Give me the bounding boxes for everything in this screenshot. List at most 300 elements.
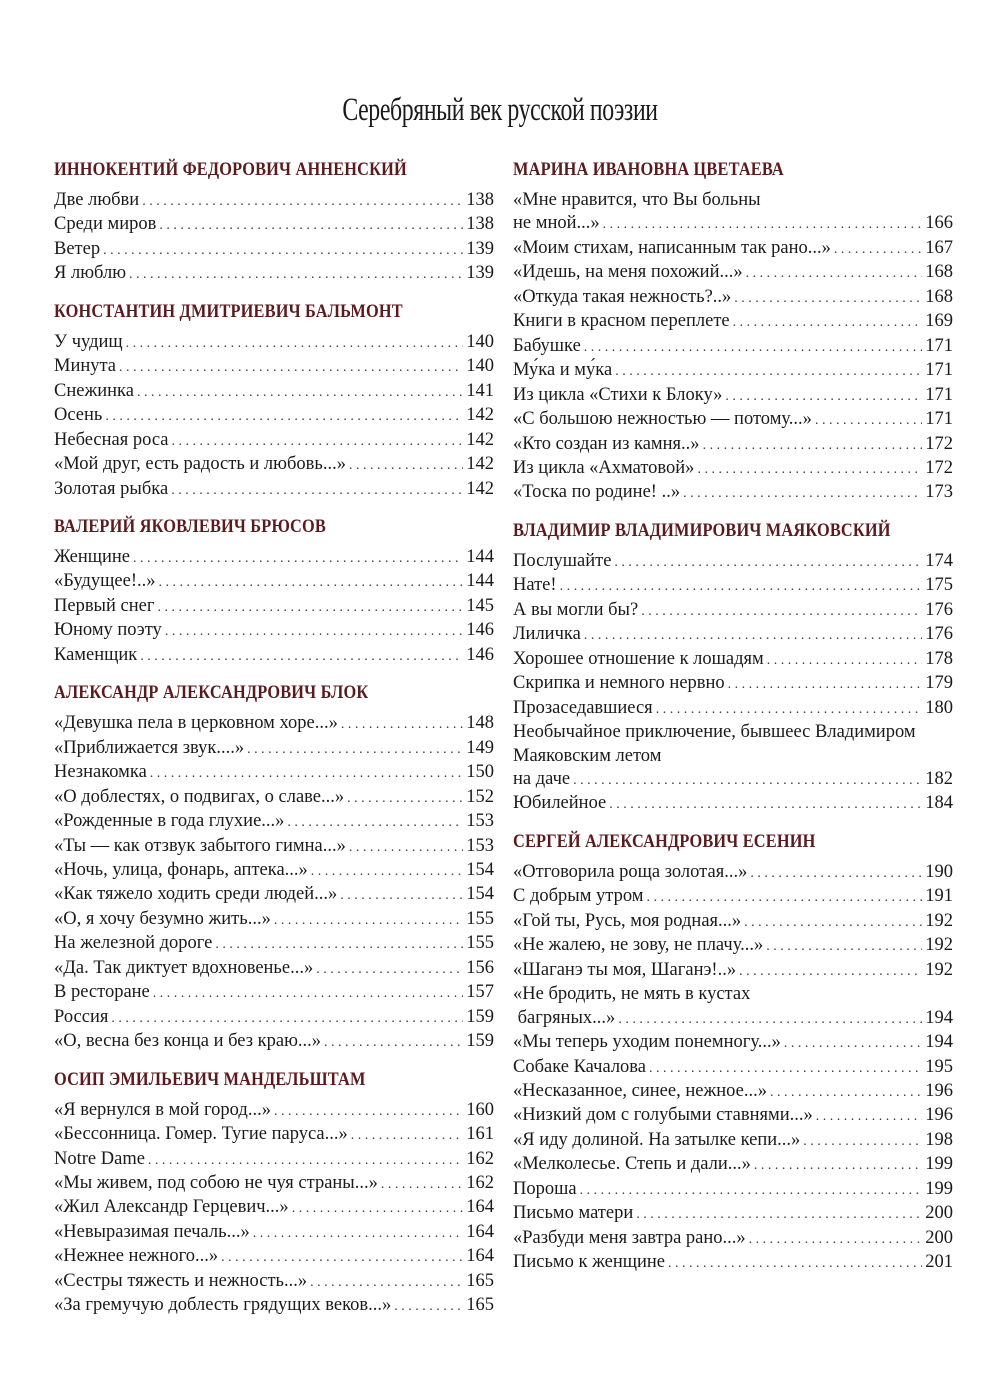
- dot-leader: [165, 620, 463, 643]
- toc-entry-page: 164: [466, 1197, 494, 1218]
- toc-entry[interactable]: [513, 1202, 953, 1226]
- toc-entry[interactable]: [513, 457, 953, 481]
- dot-leader: [615, 360, 922, 383]
- toc-entry-page: 201: [925, 1252, 953, 1273]
- dot-leader: [253, 1222, 464, 1245]
- toc-entry[interactable]: [54, 932, 494, 956]
- toc-entry-page: 194: [925, 1032, 953, 1053]
- toc-entry-title: «Тоска по родине! ..»: [513, 482, 681, 503]
- toc-entry-title: А вы могли бы?: [513, 599, 639, 620]
- toc-entry-page: 157: [466, 982, 494, 1003]
- author-heading: ИННОКЕНТИЙ ФЕДОРОВИЧ АННЕНСКИЙ: [54, 159, 407, 180]
- toc-entry[interactable]: [513, 1104, 953, 1128]
- toc-entry-title-line: «Мне нравится, что Вы больны: [513, 190, 761, 210]
- toc-entry-page: 192: [925, 935, 953, 956]
- dot-leader: [137, 381, 463, 404]
- toc-entry-title: Книги в красном переплете: [513, 311, 730, 332]
- toc-entry[interactable]: [54, 1196, 494, 1220]
- toc-entry-title: «Рожденные в года глухие...»: [54, 811, 285, 832]
- toc-entry-title: «Мы живем, под собою не чуя страны...»: [54, 1172, 378, 1193]
- author-section: [513, 830, 953, 1276]
- toc-entry[interactable]: [513, 359, 953, 383]
- toc-entry[interactable]: [513, 433, 953, 457]
- dot-leader: [770, 1081, 922, 1104]
- toc-entry-page: 145: [466, 595, 494, 616]
- toc-entry[interactable]: [513, 384, 953, 408]
- toc-entry[interactable]: [54, 1123, 494, 1147]
- toc-entry[interactable]: [54, 546, 494, 570]
- toc-entry-page: 164: [466, 1221, 494, 1242]
- toc-entry-title: «Да. Так диктует вдохновенье...»: [54, 957, 314, 978]
- toc-entry[interactable]: [54, 908, 494, 932]
- dot-leader: [119, 356, 463, 379]
- toc-entry-title: «Девушка пела в церковном хоре...»: [54, 713, 338, 734]
- toc-entry-title: С добрым утром: [513, 886, 644, 907]
- toc-entry[interactable]: [513, 983, 953, 1031]
- toc-entry-title: «Нежнее нежного...»: [54, 1246, 219, 1267]
- toc-entry-page: 182: [925, 768, 953, 789]
- toc-entry[interactable]: [513, 934, 953, 958]
- toc-entry-title: «Мой друг, есть радость и любовь...»: [54, 454, 346, 475]
- toc-entry[interactable]: [513, 599, 953, 623]
- toc-entry-title: Ветер: [54, 238, 101, 259]
- toc-entry[interactable]: [513, 1227, 953, 1251]
- toc-entry-title: «Идешь, на меня похожий...»: [513, 262, 743, 283]
- dot-leader: [340, 884, 463, 907]
- toc-entry-title: Женщине: [54, 546, 131, 567]
- toc-entry[interactable]: [54, 189, 494, 213]
- dot-leader: [683, 482, 922, 505]
- toc-entry-page: 146: [466, 620, 494, 641]
- toc-entry[interactable]: [513, 959, 953, 983]
- dot-leader: [316, 958, 463, 981]
- dot-leader: [311, 860, 463, 883]
- dot-leader: [287, 811, 463, 834]
- toc-entry[interactable]: [513, 721, 953, 792]
- toc-entry[interactable]: [54, 355, 494, 379]
- toc-entry-title: «О доблестях, о подвигах, о славе...»: [54, 786, 345, 807]
- dot-leader: [649, 1057, 922, 1080]
- toc-entry-page: 155: [466, 933, 494, 954]
- dot-leader: [584, 336, 922, 359]
- toc-entry-title: На железной дороге: [54, 933, 213, 954]
- toc-entry-page: 173: [925, 482, 953, 503]
- toc-entry[interactable]: [54, 262, 494, 286]
- toc-entry-title: «Я иду долиной. На затылке кепи...»: [513, 1129, 801, 1150]
- toc-entry[interactable]: [513, 1153, 953, 1177]
- toc-entry[interactable]: [513, 1129, 953, 1153]
- toc-entry-title: Незнакомка: [54, 762, 147, 783]
- toc-entry-page: 168: [925, 262, 953, 283]
- dot-leader: [834, 238, 922, 261]
- toc-entry[interactable]: [54, 1172, 494, 1196]
- page-title: Серебряный век русской поэзии: [342, 92, 658, 128]
- toc-entry[interactable]: [513, 1056, 953, 1080]
- toc-entry-title: Лиличка: [513, 624, 581, 645]
- toc-entry-page: 152: [466, 786, 494, 807]
- toc-entry-title: Две любви: [54, 190, 140, 210]
- dot-leader: [703, 434, 923, 457]
- toc-entry[interactable]: [54, 1006, 494, 1030]
- dot-leader: [656, 698, 923, 721]
- toc-entry-title: Нате!: [513, 575, 557, 596]
- toc-entry-title: «Моим стихам, написанным так рано...»: [513, 237, 831, 258]
- toc-entry-title: «Мелколесье. Степь и дали...»: [513, 1154, 751, 1175]
- dot-leader: [749, 1228, 923, 1251]
- toc-entry[interactable]: [54, 1099, 494, 1123]
- toc-entry-page: 161: [466, 1124, 494, 1145]
- dot-leader: [618, 1008, 922, 1031]
- dot-leader: [351, 1124, 463, 1147]
- toc-entry-title-line: Необычайное приключение, бывшее: [513, 722, 803, 743]
- dot-leader: [215, 933, 463, 956]
- dot-leader: [133, 547, 463, 570]
- toc-entry-title: «Шаганэ ты моя, Шаганэ!..»: [513, 959, 737, 980]
- dot-leader: [341, 713, 463, 736]
- author-heading: КОНСТАНТИН ДМИТРИЕВИЧ БАЛЬМОНТ: [54, 300, 403, 322]
- toc-entry-page: 153: [466, 811, 494, 832]
- toc-entry[interactable]: [513, 910, 953, 934]
- toc-entry[interactable]: [54, 810, 494, 834]
- dot-leader: [744, 911, 922, 934]
- toc-entry-page: 146: [466, 644, 494, 665]
- toc-entry-page: 138: [466, 190, 494, 210]
- toc-entry-title: «Ночь, улица, фонарь, аптека...»: [54, 859, 308, 880]
- toc-entry-page: 140: [466, 356, 494, 377]
- toc-entry[interactable]: [513, 408, 953, 432]
- dot-leader: [324, 1031, 463, 1054]
- toc-entry-title: Из цикла «Ахматовой»: [513, 457, 695, 478]
- toc-entry[interactable]: [54, 737, 494, 761]
- dot-leader: [584, 624, 922, 647]
- toc-entry[interactable]: [54, 1221, 494, 1245]
- toc-entry[interactable]: [54, 1030, 494, 1054]
- toc-entry-page: 176: [925, 624, 953, 645]
- toc-entry-title: «Мы теперь уходим понемногу...»: [513, 1032, 781, 1053]
- toc-entry-page: 192: [925, 959, 953, 980]
- dot-leader: [609, 793, 922, 816]
- toc-entry-page: 144: [466, 571, 494, 592]
- toc-entry-page: 153: [466, 835, 494, 856]
- dot-leader: [105, 405, 463, 428]
- author-heading: ВАЛЕРИЙ ЯКОВЛЕВИЧ БРЮСОВ: [54, 515, 326, 537]
- toc-entry[interactable]: [54, 712, 494, 736]
- toc-entry-title: «Отговорила роща золотая...»: [513, 861, 748, 882]
- toc-entry-title: багряных...»: [513, 1007, 616, 1028]
- toc-entry-title: Первый снег: [54, 595, 155, 616]
- toc-entry-page: 162: [466, 1148, 494, 1169]
- dot-leader: [171, 430, 463, 453]
- toc-entry-page: 190: [925, 861, 953, 882]
- toc-entry-title: Из цикла «Стихи к Блоку»: [513, 384, 723, 405]
- toc-entry[interactable]: [513, 1031, 953, 1055]
- dot-leader: [728, 673, 923, 696]
- toc-entry[interactable]: [54, 238, 494, 262]
- toc-entry[interactable]: [54, 883, 494, 907]
- toc-entry-page: 154: [466, 859, 494, 880]
- toc-entry-title: «Приближается звук....»: [54, 737, 245, 758]
- toc-entry-title: «Кто создан из камня..»: [513, 433, 700, 454]
- toc-entry-title: Бабушке: [513, 335, 581, 356]
- toc-entry-page: 165: [466, 1270, 494, 1291]
- toc-entry[interactable]: [54, 478, 494, 502]
- toc-entry-title: Я люблю: [54, 263, 127, 284]
- dot-leader: [816, 1105, 922, 1128]
- toc-entry-title: Notre Dame: [54, 1148, 145, 1169]
- toc-entry[interactable]: [513, 1080, 953, 1104]
- toc-entry-title: Скрипка и немного нервно: [513, 673, 725, 694]
- toc-entry[interactable]: [54, 957, 494, 981]
- dot-leader: [560, 575, 923, 598]
- toc-entry-page: 139: [466, 263, 494, 284]
- dot-leader: [274, 1100, 463, 1123]
- toc-entry-title: «О, весна без конца и без краю...»: [54, 1031, 322, 1052]
- dot-leader: [739, 960, 922, 983]
- toc-entry-title: Снежинка: [54, 380, 134, 401]
- toc-entry-page: 195: [925, 1056, 953, 1077]
- dot-leader: [140, 645, 463, 668]
- toc-entry-page: 171: [925, 409, 953, 430]
- dot-leader: [274, 909, 463, 932]
- dot-leader: [142, 190, 463, 213]
- toc-entry-title: «За гремучую доблесть грядущих веков...»: [54, 1295, 392, 1316]
- toc-entry-title: «Я вернулся в мой город...»: [54, 1099, 271, 1120]
- dot-leader: [171, 479, 463, 502]
- toc-entry[interactable]: [54, 1270, 494, 1294]
- dot-leader: [221, 1246, 463, 1269]
- toc-entry-page: 180: [925, 697, 953, 718]
- toc-entry[interactable]: [54, 213, 494, 237]
- dot-leader: [310, 1271, 463, 1294]
- toc-entry-page: 198: [925, 1129, 953, 1150]
- dot-leader: [636, 1203, 922, 1226]
- author-section: [54, 158, 494, 287]
- toc-entry-title: не мной...»: [513, 213, 600, 234]
- dot-leader: [153, 982, 463, 1005]
- author-heading: ВЛАДИМИР ВЛАДИМИРОВИЧ МАЯКОВСКИЙ: [513, 519, 891, 541]
- toc-entry-page: 171: [925, 360, 953, 381]
- dot-leader: [292, 1197, 464, 1220]
- toc-entry-title: Прозаседавшиеся: [513, 697, 653, 718]
- toc-entry-title: «Разбуди меня завтра рано...»: [513, 1227, 746, 1248]
- toc-entry-page: 142: [466, 405, 494, 426]
- toc-entry-title: «О, я хочу безумно жить...»: [54, 908, 271, 929]
- toc-entry-page: 194: [925, 1007, 953, 1028]
- author-heading: ОСИП ЭМИЛЬЕВИЧ МАНДЕЛЬШТАМ: [54, 1068, 366, 1090]
- toc-entry-page: 148: [466, 713, 494, 734]
- dot-leader: [746, 262, 923, 285]
- dot-leader: [754, 1154, 922, 1177]
- toc-entry-title: В ресторане: [54, 982, 150, 1003]
- author-section: [54, 300, 494, 502]
- toc-entry-page: 171: [925, 384, 953, 405]
- toc-entry-title: «Сестры тяжесть и нежность...»: [54, 1270, 308, 1291]
- toc-entry-page: 144: [466, 546, 494, 567]
- dot-leader: [573, 769, 922, 792]
- author-section: [54, 1068, 494, 1319]
- toc-entry[interactable]: [513, 672, 953, 696]
- toc-entry[interactable]: [54, 1294, 494, 1318]
- toc-entry-page: 179: [925, 673, 953, 694]
- toc-entry-page: 174: [925, 550, 953, 571]
- toc-entry[interactable]: [54, 1148, 494, 1172]
- toc-entry-title: Юбилейное: [513, 793, 607, 814]
- dot-leader: [126, 332, 464, 355]
- dot-leader: [725, 385, 922, 408]
- toc-entry[interactable]: [513, 481, 953, 505]
- toc-entry-title-line: «Не бродить, не мять в кустах: [513, 984, 751, 1005]
- toc-entry-title: Му́ка и му́ка: [513, 360, 613, 381]
- dot-leader: [784, 1032, 922, 1055]
- toc-entry-page: 200: [925, 1203, 953, 1224]
- toc-entry[interactable]: [54, 380, 494, 404]
- dot-leader: [148, 1149, 463, 1172]
- toc-entry-title: Минута: [54, 356, 117, 377]
- toc-entry-page: 139: [466, 238, 494, 259]
- toc-entry[interactable]: [513, 550, 953, 574]
- toc-entry[interactable]: [513, 189, 953, 237]
- toc-entry-page: 196: [925, 1105, 953, 1126]
- toc-entry-page: 140: [466, 331, 494, 352]
- toc-entry-page: 196: [925, 1080, 953, 1101]
- toc-entry-page: 171: [925, 335, 953, 356]
- dot-leader: [159, 571, 464, 594]
- toc-entry-page: 142: [466, 478, 494, 499]
- dot-leader: [766, 935, 922, 958]
- toc-entry-page: 160: [466, 1099, 494, 1120]
- toc-entry[interactable]: [513, 861, 953, 885]
- toc-entry[interactable]: [54, 331, 494, 355]
- toc-entry[interactable]: [54, 453, 494, 477]
- toc-entry[interactable]: [513, 1178, 953, 1202]
- toc-entry-page: 165: [466, 1295, 494, 1316]
- toc-entry[interactable]: [513, 335, 953, 359]
- toc-entry-title: «Гой ты, Русь, моя родная...»: [513, 910, 742, 931]
- toc-entry-title: на даче: [513, 768, 571, 789]
- toc-entry-title: Юному поэту: [54, 620, 162, 641]
- toc-entry-title: Собаке Качалова: [513, 1056, 647, 1077]
- toc-entry-page: 155: [466, 908, 494, 929]
- toc-entry[interactable]: [54, 859, 494, 883]
- dot-leader: [247, 738, 463, 761]
- toc-entry[interactable]: [513, 885, 953, 909]
- toc-entry[interactable]: [54, 786, 494, 810]
- toc-entry-title: Письмо к женщине: [513, 1252, 666, 1273]
- dot-leader: [734, 287, 922, 310]
- toc-entry[interactable]: [54, 644, 494, 668]
- dot-leader: [697, 458, 922, 481]
- toc-entry[interactable]: [54, 835, 494, 859]
- toc-entry[interactable]: [54, 595, 494, 619]
- dot-leader: [614, 551, 922, 574]
- toc-entry[interactable]: [513, 574, 953, 598]
- toc-entry[interactable]: [54, 619, 494, 643]
- dot-leader: [815, 409, 922, 432]
- dot-leader: [646, 886, 922, 909]
- toc-entry-title: Осень: [54, 405, 103, 426]
- toc-entry-page: 159: [466, 1006, 494, 1027]
- toc-entry[interactable]: [513, 261, 953, 285]
- toc-entry-title: «С большою нежностью — потому...»: [513, 409, 812, 430]
- toc-entry-page: 169: [925, 311, 953, 332]
- toc-entry-page: 172: [925, 457, 953, 478]
- author-heading: АЛЕКСАНДР АЛЕКСАНДРОВИЧ БЛОК: [54, 682, 369, 704]
- toc-entry-title: Каменщик: [54, 644, 138, 665]
- author-heading: МАРИНА ИВАНОВНА ЦВЕТАЕВА: [513, 159, 784, 180]
- dot-leader: [150, 762, 463, 785]
- toc-entry-page: 149: [466, 737, 494, 758]
- toc-entry-title: «Откуда такая нежность?..»: [513, 286, 732, 307]
- author-section: [513, 158, 953, 506]
- toc-entry[interactable]: [513, 697, 953, 721]
- toc-entry[interactable]: [54, 404, 494, 428]
- toc-entry-title: У чудищ: [54, 331, 123, 352]
- dot-leader: [159, 214, 463, 237]
- toc-entry[interactable]: [513, 237, 953, 261]
- toc-entry-title: Пороша: [513, 1178, 577, 1199]
- dot-leader: [668, 1252, 922, 1275]
- toc-entry[interactable]: [54, 570, 494, 594]
- toc-entry-title: Небесная роса: [54, 429, 169, 450]
- toc-entry[interactable]: [54, 761, 494, 785]
- dot-leader: [349, 454, 463, 477]
- toc-entry-page: 150: [466, 762, 494, 783]
- dot-leader: [580, 1179, 923, 1202]
- toc-entry-page: 200: [925, 1227, 953, 1248]
- author-section: [54, 681, 494, 1054]
- dot-leader: [767, 649, 922, 672]
- toc-entry[interactable]: [513, 1251, 953, 1275]
- toc-entry[interactable]: [513, 623, 953, 647]
- toc-entry-page: 164: [466, 1246, 494, 1267]
- dot-leader: [733, 311, 923, 334]
- dot-leader: [103, 239, 463, 262]
- toc-entry[interactable]: [513, 648, 953, 672]
- toc-entry-title-line: с Владимиром Маяковским летом: [513, 722, 916, 766]
- toc-entry-page: 142: [466, 429, 494, 450]
- toc-entry-title: Хорошее отношение к лошадям: [513, 648, 764, 669]
- toc-entry-title: «Невыразимая печаль...»: [54, 1221, 250, 1242]
- toc-entry-page: 184: [925, 793, 953, 814]
- toc-entry-page: 166: [925, 213, 953, 234]
- dot-leader: [381, 1173, 463, 1196]
- toc-entry[interactable]: [54, 1245, 494, 1269]
- toc-entry-page: 178: [925, 648, 953, 669]
- toc-entry-page: 199: [925, 1154, 953, 1175]
- toc-entry[interactable]: [513, 792, 953, 816]
- toc-entry-title: Послушайте: [513, 550, 612, 571]
- toc-entry[interactable]: [54, 981, 494, 1005]
- toc-entry-page: 168: [925, 286, 953, 307]
- dot-leader: [349, 836, 463, 859]
- toc-entry-title: Среди миров: [54, 214, 157, 235]
- toc-entry-page: 159: [466, 1031, 494, 1052]
- toc-entry-title: Письмо матери: [513, 1203, 634, 1224]
- dot-leader: [157, 596, 463, 619]
- toc-entry-title: «Не жалею, не зову, не плачу...»: [513, 935, 764, 956]
- author-section: [54, 515, 494, 668]
- toc-entry-title: «Низкий дом с голубыми ставнями...»: [513, 1105, 813, 1126]
- dot-leader: [129, 263, 463, 286]
- toc-entry[interactable]: [513, 310, 953, 334]
- dot-leader: [750, 862, 922, 885]
- toc-entry-title: «Будущее!..»: [54, 571, 156, 592]
- toc-entry[interactable]: [54, 429, 494, 453]
- toc-entry-page: 138: [466, 214, 494, 235]
- dot-leader: [641, 600, 922, 623]
- toc-entry-page: 191: [925, 886, 953, 907]
- toc-entry[interactable]: [513, 286, 953, 310]
